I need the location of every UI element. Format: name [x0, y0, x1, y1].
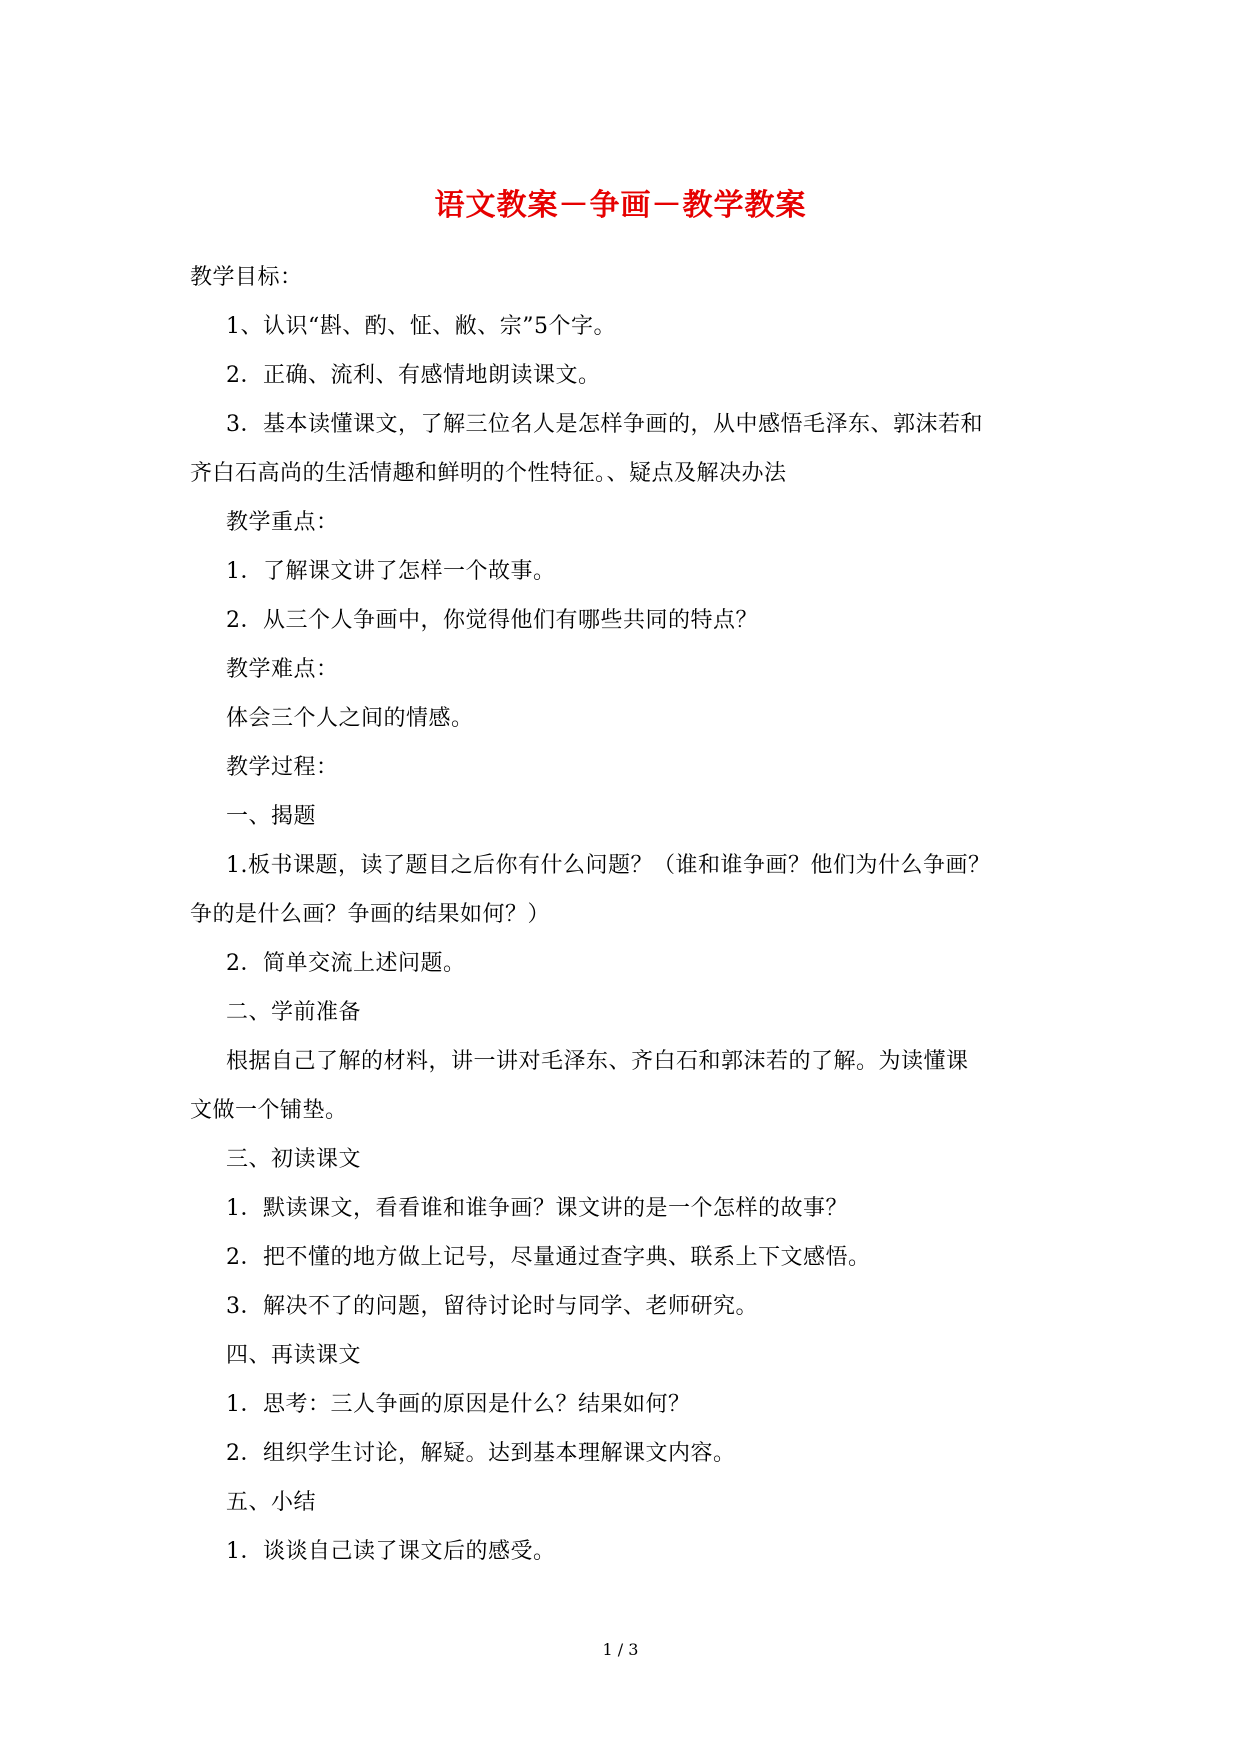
section-heading: 二、学前准备 [226, 1000, 362, 1025]
section-heading: 四、再读课文 [226, 1343, 362, 1368]
section-heading: 一、揭题 [226, 804, 317, 829]
paragraph-line: 1．思考：三人争画的原因是什么？结果如何？ [226, 1392, 691, 1417]
paragraph-line: 1、认识“斟、酌、怔、敝、宗”5个字。 [226, 314, 616, 339]
paragraph-line: 2．正确、流利、有感情地朗读课文。 [226, 363, 601, 388]
paragraph-line: 3．解决不了的问题，留待讨论时与同学、老师研究。 [226, 1294, 758, 1319]
paragraph-line: 1．谈谈自己读了课文后的感受。 [226, 1539, 556, 1564]
paragraph-line: 2．把不懂的地方做上记号，尽量通过查字典、联系上下文感悟。 [226, 1245, 871, 1270]
paragraph-line: 3．基本读懂课文，了解三位名人是怎样争画的，从中感悟毛泽东、郭沫若和 [226, 412, 983, 437]
paragraph-line: 1．了解课文讲了怎样一个故事。 [226, 559, 556, 584]
paragraph-line: 争的是什么画？争画的结果如何？） [190, 902, 551, 927]
paragraph-line: 2．从三个人争画中，你觉得他们有哪些共同的特点？ [226, 608, 758, 633]
paragraph-line: 1．默读课文，看看谁和谁争画？课文讲的是一个怎样的故事？ [226, 1196, 848, 1221]
paragraph-line: 教学难点： [226, 657, 339, 682]
paragraph-line: 教学重点： [226, 510, 339, 535]
paragraph-line: 2．简单交流上述问题。 [226, 951, 466, 976]
paragraph-line: 体会三个人之间的情感。 [226, 706, 474, 731]
paragraph-line: 1.板书课题，读了题目之后你有什么问题？（谁和谁争画？他们为什么争画？ [226, 853, 991, 878]
paragraph-line: 根据自己了解的材料，讲一讲对毛泽东、齐白石和郭沫若的了解。为读懂课 [226, 1049, 969, 1074]
section-heading: 三、初读课文 [226, 1147, 362, 1172]
paragraph-line: 教学目标： [190, 265, 303, 290]
document-body [190, 253, 1070, 1576]
paragraph-line: 齐白石高尚的生活情趣和鲜明的个性特征。、疑点及解决办法 [190, 461, 787, 486]
paragraph-line: 教学过程： [226, 755, 339, 780]
section-heading: 五、小结 [226, 1490, 317, 1515]
paragraph-line: 2．组织学生讨论，解疑。达到基本理解课文内容。 [226, 1441, 736, 1466]
page-number: 1 / 3 [602, 1640, 639, 1659]
paragraph-line: 文做一个铺垫。 [190, 1098, 348, 1123]
document-title: 语文教案－争画－教学教案 [434, 188, 807, 223]
